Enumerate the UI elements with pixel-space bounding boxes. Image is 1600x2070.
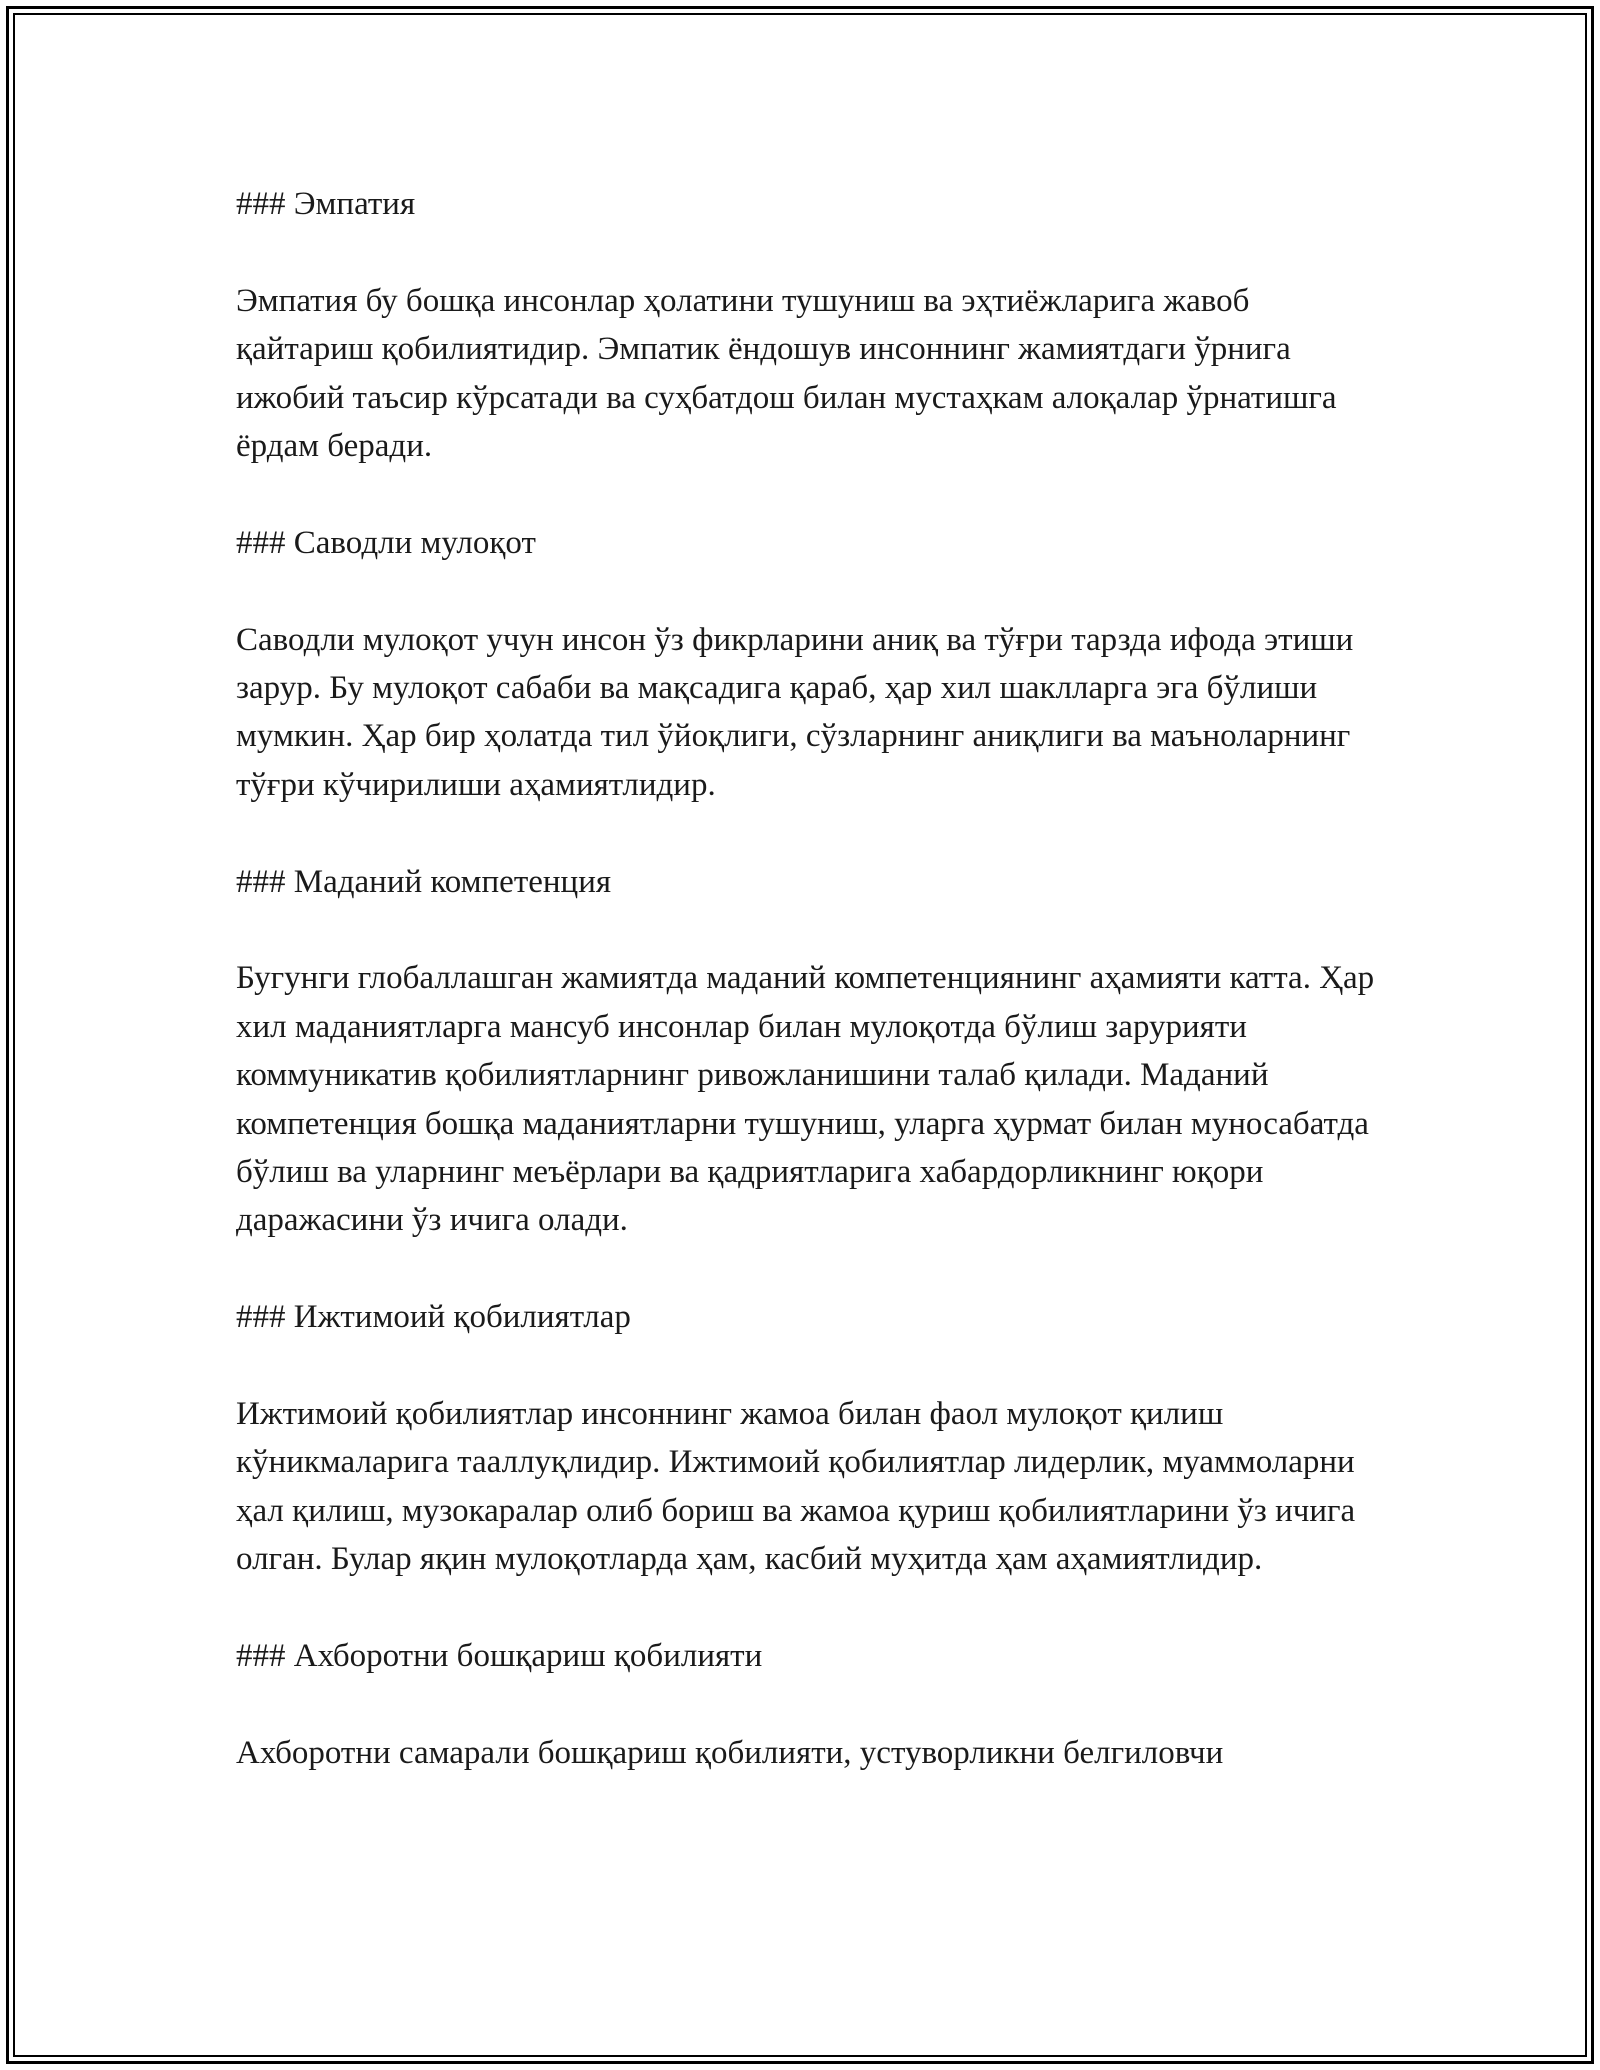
section-information-management	[236, 1632, 1386, 1777]
section-paragraph: Саводли мулоқот учун инсон ўз фикрларини аниқ ва тўғри тарзда ифода этиши зарур. Бу мулоқот сабаби ва мақсадига қараб, ҳар хил шаклларга эга бўлиши мумкин. Ҳар бир ҳолатда тил ўйоқлиги, сўзларнинг аниқлиги ва маъноларнинг тўғри кўчирилиши аҳамиятлидир.	[236, 621, 1354, 803]
section-paragraph: Бугунги глобаллашган жамиятда маданий компетенциянинг аҳамияти катта. Ҳар хил маданиятларга мансуб инсонлар билан мулоқотда бўлиш зарурияти коммуникатив қобилиятларнинг ривожланишини талаб қилади. Маданий компетенция бошқа маданиятларни тушуниш, уларга ҳурмат билан муносабатда бўлиш ва уларнинг меъёрлари ва қадриятларига хабардорликнинг юқори даражасини ўз ичига олади.	[236, 960, 1375, 1239]
document-body	[236, 180, 1386, 1777]
section-social-skills	[236, 1293, 1386, 1583]
section-literate-communication	[236, 519, 1386, 809]
section-heading: ### Саводли мулоқот	[236, 524, 536, 561]
section-paragraph: Ижтимоий қобилиятлар инсоннинг жамоа билан фаол мулоқот қилиш кўникмаларига тааллуқлидир. Ижтимоий қобилиятлар лидерлик, муаммоларни ҳал қилиш, музокаралар олиб бориш ва жамоа қуриш қобилиятларини ўз ичига олган. Булар яқин мулоқотларда ҳам, касбий муҳитда ҳам аҳамиятлидир.	[236, 1396, 1356, 1578]
section-empathy	[236, 180, 1386, 470]
section-paragraph: Ахборотни самарали бошқариш қобилияти, устуворликни белгиловчи	[236, 1734, 1224, 1771]
section-heading: ### Ахборотни бошқариш қобилияти	[236, 1638, 763, 1675]
section-heading: ### Эмпатия	[236, 186, 416, 222]
section-cultural-competence	[236, 858, 1386, 1245]
section-paragraph: Эмпатия бу бошқа инсонлар ҳолатини тушуниш ва эҳтиёжларига жавоб қайтариш қобилиятидир. Эмпатик ёндошув инсоннинг жамиятдаги ўрнига ижобий таъсир кўрсатади ва суҳбатдош билан мустаҳкам алоқалар ўрнатишга ёрдам беради.	[236, 282, 1337, 465]
section-heading: ### Ижтимоий қобилиятлар	[236, 1299, 631, 1336]
section-heading: ### Маданий компетенция	[236, 863, 612, 900]
